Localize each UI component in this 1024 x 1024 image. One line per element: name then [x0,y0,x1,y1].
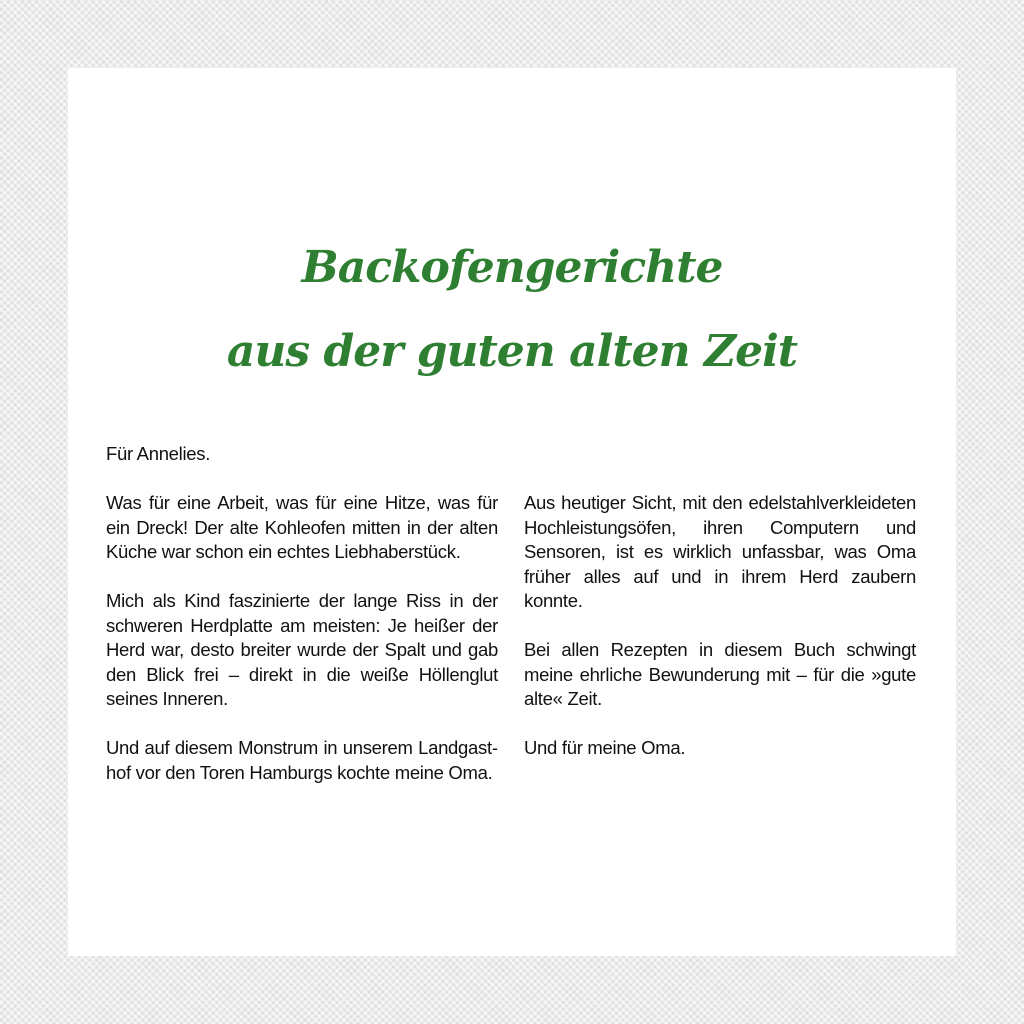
title-line-2: aus der guten alten Zeit [226,326,798,377]
title-line-1: Backofengerichte [301,242,723,293]
paragraph-right-1: Aus heutiger Sicht, mit den edelstahlverkleideten Hochleistungsöfen, ihren Computern und Sensoren, ist es wirklich unfassbar, was Oma früher alles auf und in ihrem Herd zaubern konnte. [524,492,916,611]
paragraph-left-2: Mich als Kind faszinierte der lange Riss in der schweren Herdplatte am meisten: Je heißer der Herd war, desto breiter wurde der Spalt und gab den Blick frei – direkt in die weiße Höllenglut seines Inneren. [106,590,498,709]
paragraph-right-2: Bei allen Rezepten in diesem Buch schwingt meine ehrliche Bewunderung mit – für die »gute alte« Zeit. [524,639,916,709]
left-text-column [106,442,498,785]
page-title [68,226,956,394]
dedication: Für Annelies. [106,443,211,464]
paragraph-left-1: Was für eine Arbeit, was für eine Hitze, was für ein Dreck! Der alte Kohleofen mitten in der alten Küche war schon ein echtes Liebhaberstück. [106,492,498,562]
paragraph-right-3: Und für meine Oma. [524,737,686,758]
book-page [68,68,956,956]
right-text-column [524,491,916,761]
paragraph-left-3: Und auf diesem Monstrum in unserem Landgasthof vor den Toren Hamburgs kochte meine Oma. [106,737,498,783]
